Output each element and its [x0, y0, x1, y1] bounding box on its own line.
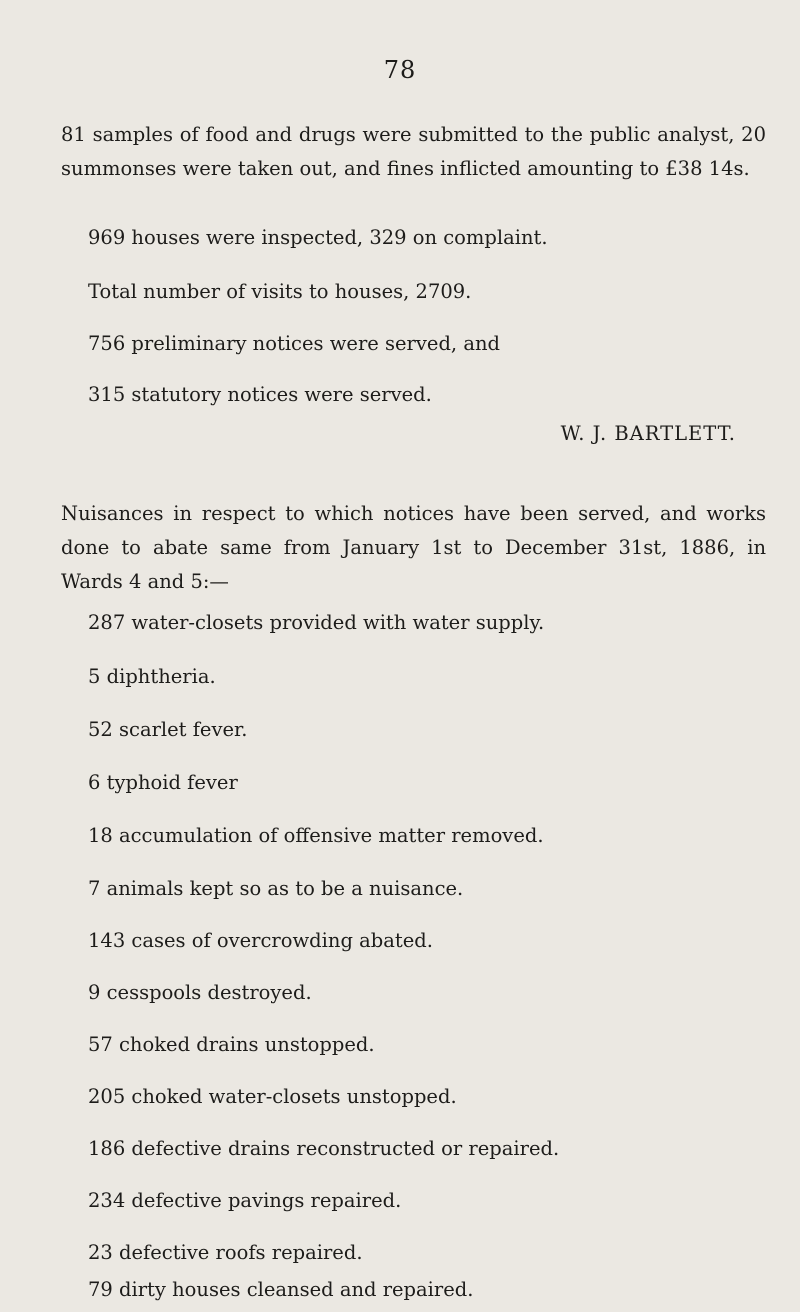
nuisance-item: 287 water-closets provided with water supply. — [88, 611, 545, 634]
intro-paragraph: 81 samples of food and drugs were submitted to the public analyst, 20 summonses were taken out, and fines inflicted amounting to £38 14s. — [61, 123, 766, 180]
nuisance-item: 23 defective roofs repaired. — [88, 1241, 363, 1264]
nuisance-item: 205 choked water-closets unstopped. — [88, 1085, 457, 1108]
summary-line-preliminary: 756 preliminary notices were served, and — [88, 332, 500, 355]
summary-line-inspected: 969 houses were inspected, 329 on complaint. — [88, 226, 548, 249]
summary-line-visits: Total number of visits to houses, 2709. — [88, 280, 472, 303]
nuisance-item: 143 cases of overcrowding abated. — [88, 929, 433, 952]
signature: W. J. BARTLETT. — [560, 422, 736, 445]
nuisance-item: 9 cesspools destroyed. — [88, 981, 312, 1004]
nuisance-item: 57 choked drains unstopped. — [88, 1033, 375, 1056]
nuisance-item: 186 defective drains reconstructed or repaired. — [88, 1137, 560, 1160]
nuisances-paragraph: Nuisances in respect to which notices have been served, and works done to abate same from January 1st to December 31st, 1886, in Wards 4 and 5:— — [61, 502, 766, 593]
nuisance-item: 5 diphtheria. — [88, 665, 216, 688]
nuisance-item: 79 dirty houses cleansed and repaired. — [88, 1278, 474, 1301]
summary-line-statutory: 315 statutory notices were served. — [88, 383, 432, 406]
nuisance-item: 234 defective pavings repaired. — [88, 1189, 402, 1212]
page-number: 78 — [383, 56, 417, 84]
nuisance-item: 52 scarlet fever. — [88, 718, 248, 741]
nuisance-item: 6 typhoid fever — [88, 771, 238, 794]
nuisance-item: 18 accumulation of offensive matter removed. — [88, 824, 544, 847]
nuisance-item: 7 animals kept so as to be a nuisance. — [88, 877, 464, 900]
